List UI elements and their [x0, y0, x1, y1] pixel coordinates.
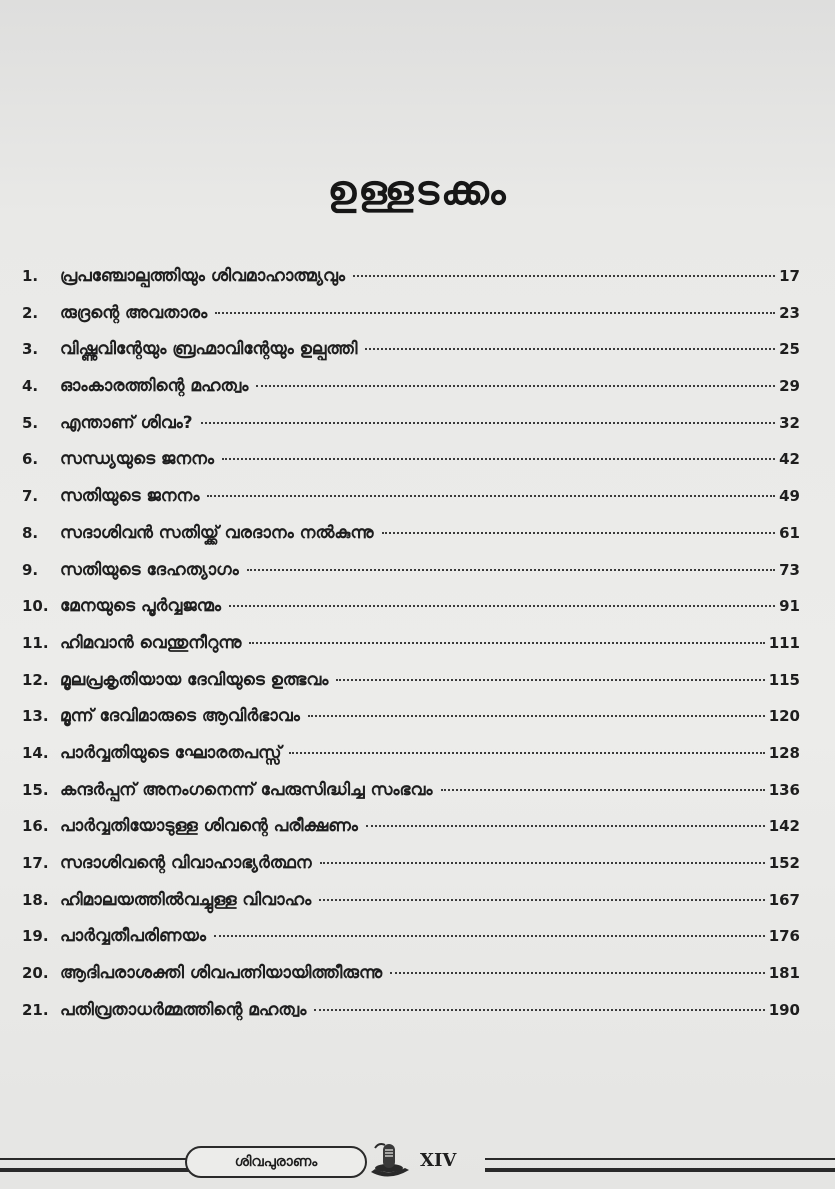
toc-entry-page: 42 — [779, 450, 800, 469]
toc-entry — [22, 266, 800, 303]
toc-entry — [22, 1000, 800, 1037]
toc-entry — [22, 853, 800, 890]
toc-leader-dots — [289, 752, 764, 754]
footer-rule-left — [0, 1158, 190, 1172]
toc-entry — [22, 633, 800, 670]
toc-entry — [22, 449, 800, 486]
toc-leader-dots — [320, 862, 765, 864]
toc-entry — [22, 596, 800, 633]
toc-entry-number: 8. — [22, 523, 39, 542]
toc-entry — [22, 376, 800, 413]
toc-entry — [22, 816, 800, 853]
toc-entry-page: 49 — [779, 487, 800, 506]
toc-entry-page: 17 — [779, 267, 800, 285]
page-title: ഉള്ളടക്കം — [327, 168, 508, 214]
toc-leader-dots — [229, 605, 775, 607]
footer-book-title: ശിവപുരാണം — [185, 1146, 367, 1178]
toc-entry-page: 32 — [779, 413, 800, 432]
toc-entry-number: 20. — [22, 964, 49, 983]
toc-entry — [22, 303, 800, 340]
table-of-contents — [22, 266, 800, 1036]
toc-entry-number: 6. — [22, 450, 39, 469]
toc-leader-dots — [314, 1009, 764, 1011]
toc-entry-page: 176 — [768, 927, 800, 946]
toc-entry-title: സദാശിവന്റെ വിവാഹാഭ്യർത്ഥന — [60, 853, 312, 873]
toc-entry-number: 11. — [22, 633, 49, 652]
toc-entry-number: 9. — [22, 560, 39, 579]
toc-entry-title: പാർവ്വതീപരിണയം — [60, 926, 206, 947]
toc-entry-title: മേനയുടെ പൂർവ്വജന്മം — [60, 596, 222, 617]
toc-entry-page: 181 — [768, 964, 800, 983]
toc-entry-number: 16. — [22, 817, 49, 836]
toc-entry-page: 111 — [768, 633, 800, 652]
toc-entry-number: 10. — [22, 597, 49, 616]
toc-entry-number: 15. — [22, 780, 49, 799]
toc-entry-title: പാർവ്വതിയുടെ ഘോരതപസ്സ് — [60, 742, 282, 763]
page-footer — [0, 1138, 835, 1189]
toc-entry-title: ഹിമാലയത്തിൽവച്ചുള്ള വിവാഹം — [60, 889, 312, 910]
toc-entry-number: 4. — [22, 377, 39, 396]
toc-entry — [22, 743, 800, 780]
toc-entry — [22, 339, 800, 376]
toc-leader-dots — [247, 569, 775, 571]
toc-leader-dots — [319, 899, 764, 901]
toc-entry-number: 14. — [22, 743, 49, 762]
toc-entry-title: എന്താണ് ശിവം? — [60, 412, 193, 433]
toc-entry — [22, 670, 800, 707]
toc-leader-dots — [365, 348, 775, 350]
toc-entry-page: 23 — [779, 303, 800, 322]
toc-entry — [22, 523, 800, 560]
toc-entry-title: കന്ദർപ്പന് അനംഗനെന്ന് പേരുസിദ്ധിച്ച സംഭവം — [60, 779, 433, 800]
toc-entry-number: 2. — [22, 303, 39, 322]
toc-entry-title: ഹിമവാൻ വെന്തുനീറുന്നു — [60, 632, 242, 653]
toc-leader-dots — [215, 312, 775, 314]
toc-entry-page: 128 — [768, 743, 800, 762]
toc-entry-page: 91 — [779, 597, 800, 616]
toc-entry-title: മൂലപ്രകൃതിയായ ദേവിയുടെ ഉത്ഭവം — [60, 669, 329, 690]
toc-entry-title: മൂന്ന് ദേവിമാരുടെ ആവിർഭാവം — [60, 706, 300, 727]
toc-entry — [22, 413, 800, 450]
toc-entry-number: 18. — [22, 890, 49, 909]
toc-entry — [22, 486, 800, 523]
toc-leader-dots — [256, 385, 775, 387]
toc-leader-dots — [214, 935, 765, 937]
toc-entry-page: 142 — [768, 817, 800, 836]
toc-entry-title: വിഷ്ണുവിന്റേയും ബ്രഹ്മാവിന്റേയും ഉല്പത്തി — [60, 339, 358, 360]
toc-entry-title: പാർവ്വതിയോടുള്ള ശിവന്റെ പരീക്ഷണം — [60, 816, 358, 837]
toc-entry-page: 190 — [768, 1000, 800, 1019]
shivalinga-icon — [365, 1138, 413, 1182]
toc-leader-dots — [366, 825, 765, 827]
toc-leader-dots — [441, 789, 765, 791]
toc-entry-page: 152 — [768, 854, 800, 872]
footer-rule-right — [485, 1158, 835, 1172]
toc-entry-number: 1. — [22, 267, 39, 285]
toc-entry-number: 12. — [22, 670, 49, 689]
toc-leader-dots — [382, 532, 776, 534]
toc-entry — [22, 780, 800, 817]
toc-entry-number: 3. — [22, 340, 39, 359]
toc-entry-number: 13. — [22, 707, 49, 726]
toc-entry — [22, 706, 800, 743]
toc-entry-page: 29 — [779, 377, 800, 396]
toc-leader-dots — [308, 715, 765, 717]
toc-entry-number: 21. — [22, 1000, 49, 1019]
toc-entry — [22, 963, 800, 1000]
toc-entry-title: സദാശിവൻ സതിയ്ക്ക് വരദാനം നൽകുന്നു — [60, 522, 374, 543]
toc-entry-title: സതിയുടെ ദേഹത്യാഗം — [60, 559, 239, 580]
toc-entry-number: 17. — [22, 854, 49, 872]
toc-leader-dots — [201, 422, 775, 424]
toc-entry-title: ആദിപരാശക്തി ശിവപത്നിയായിത്തീരുന്നു — [60, 963, 383, 984]
toc-entry-title: പ്രപഞ്ചോല്പത്തിയും ശിവമാഹാത്മ്യവും — [60, 266, 346, 286]
toc-entry — [22, 560, 800, 597]
toc-entry-number: 7. — [22, 487, 39, 506]
toc-entry-number: 19. — [22, 927, 49, 946]
toc-entry-page: 115 — [768, 670, 800, 689]
toc-entry-page: 120 — [768, 707, 800, 726]
toc-entry-page: 61 — [779, 523, 800, 542]
toc-entry-page: 167 — [768, 890, 800, 909]
toc-entry-page: 25 — [779, 340, 800, 359]
toc-entry-number: 5. — [22, 413, 39, 432]
toc-entry-title: ഓംകാരത്തിന്റെ മഹത്വം — [60, 376, 249, 397]
toc-entry-title: സതിയുടെ ജനനം — [60, 486, 200, 507]
toc-entry-title: രുദ്രന്റെ അവതാരം — [60, 302, 208, 323]
toc-entry — [22, 926, 800, 963]
toc-entry — [22, 890, 800, 927]
toc-entry-title: പതിവ്രതാധർമ്മത്തിന്റെ മഹത്വം — [60, 999, 307, 1020]
toc-leader-dots — [207, 495, 775, 497]
toc-entry-title: സന്ധ്യയുടെ ജനനം — [60, 449, 215, 470]
toc-leader-dots — [353, 275, 775, 277]
footer-page-number: XIV — [420, 1150, 457, 1171]
toc-leader-dots — [336, 679, 764, 681]
toc-entry-page: 73 — [779, 560, 800, 579]
toc-leader-dots — [222, 458, 775, 460]
toc-leader-dots — [390, 972, 765, 974]
toc-leader-dots — [249, 642, 764, 644]
toc-entry-page: 136 — [768, 780, 800, 799]
